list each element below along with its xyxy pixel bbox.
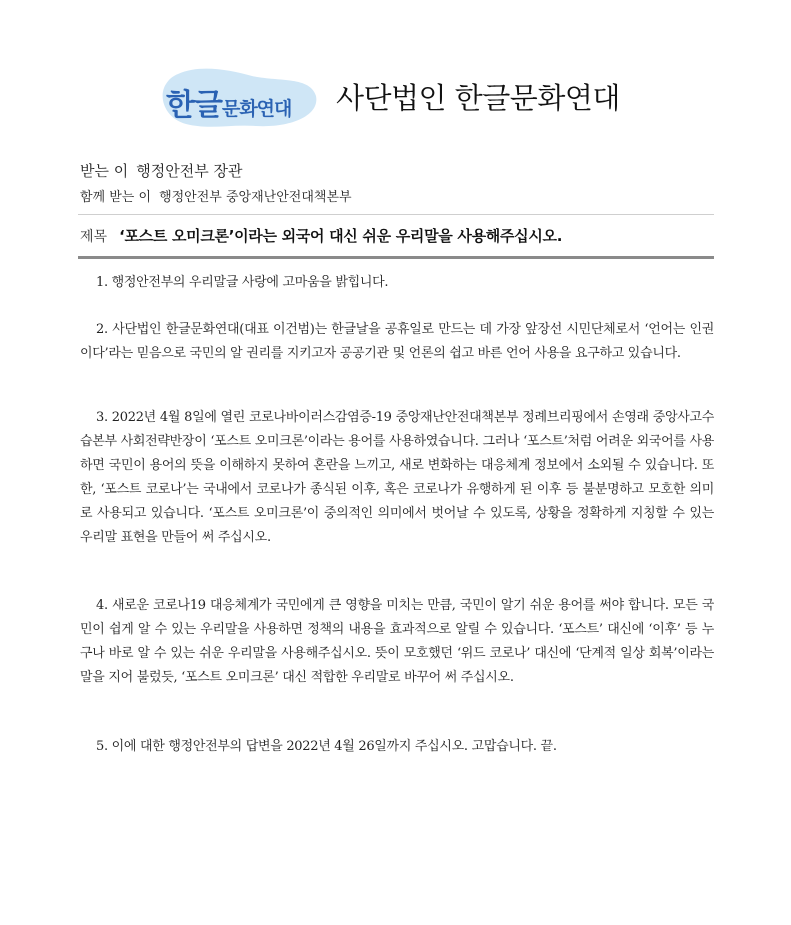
subject-text: ‘포스트 오미크론’이라는 외국어 대신 쉬운 우리말을 사용해주십시오. bbox=[119, 227, 563, 245]
recipient-cc-label: 함께 받는 이 bbox=[80, 190, 152, 205]
subject-divider bbox=[78, 256, 714, 259]
body-paragraph-4: 4. 새로운 코로나19 대응체계가 국민에게 큰 영향을 미치는 만큼, 국민이 알기 쉬운 용어를 써야 합니다. 모든 국민이 쉽게 알 수 있는 우리말을 사용하면 정책의 내용을 효과적으로 알릴 수 있습니다. ‘포스트’ 대신에 ‘이후’ 등 누구나 바로 알 수 있는 쉬운 우리말을 사용해주십시오. 뜻이 모호했던 ‘위드 코로나’ 대신에 ‘단계적 일상 회복’이라는 말을 지어 불렀듯, ‘포스트 오미크론’ 대신 적합한 우리말로 바꾸어 써 주십시오. bbox=[80, 598, 714, 685]
subject-line bbox=[80, 225, 562, 246]
org-logo bbox=[160, 66, 320, 130]
subject-label: 제목 bbox=[80, 229, 108, 245]
recipient-cc-value: 행정안전부 중앙재난안전대책본부 bbox=[159, 190, 352, 205]
header-divider bbox=[78, 214, 714, 215]
body-paragraph-1: 1. 행정안전부의 우리말글 사랑에 고마움을 밝힙니다. bbox=[96, 275, 389, 290]
recipient-cc bbox=[80, 186, 352, 205]
body-paragraph-2: 2. 사단법인 한글문화연대(대표 이건범)는 한글날을 공휴일로 만드는 데 가장 앞장선 시민단체로서 ‘언어는 인권이다’라는 믿음으로 국민의 알 권리를 지키고자 공공기관 및 언론의 쉽고 바른 언어 사용을 요구하고 있습니다. bbox=[80, 322, 714, 361]
logo-text-small: 문화연대 bbox=[221, 98, 292, 120]
logo-text-big: 한글 bbox=[166, 88, 222, 123]
logo-wordmark bbox=[166, 80, 291, 124]
body-paragraph-5: 5. 이에 대한 행정안전부의 답변을 2022년 4월 26일까지 주십시오. 고맙습니다. 끝. bbox=[96, 739, 557, 754]
recipient-to-label: 받는 이 bbox=[80, 162, 129, 180]
body-paragraph-3: 3. 2022년 4월 8일에 열린 코로나바이러스감염증-19 중앙재난안전대책본부 정례브리핑에서 손영래 중앙사고수습본부 사회전략반장이 ‘포스트 오미크론’이라는 용어를 사용하였습니다. 그러나 ‘포스트’처럼 어려운 외국어를 사용하면 국민이 용어의 뜻을 이해하지 못하여 혼란을 느끼고, 새로 변화하는 대응체계 정보에서 소외될 수 있습니다. 또한, ‘포스트 코로나’는 국내에서 코로나가 종식된 이후, 혹은 코로나가 유행하게 된 이후 등 불분명하고 모호한 의미로 사용되고 있습니다. ‘포스트 오미크론’이 중의적인 의미에서 벗어날 수 있도록, 상황을 정확하게 지칭할 수 있는 우리말 표현을 만들어 써 주십시오. bbox=[80, 410, 714, 545]
org-name-heading: 사단법인 한글문화연대 bbox=[336, 81, 620, 115]
recipient-to-value: 행정안전부 장관 bbox=[136, 162, 243, 180]
recipient-to bbox=[80, 160, 242, 181]
